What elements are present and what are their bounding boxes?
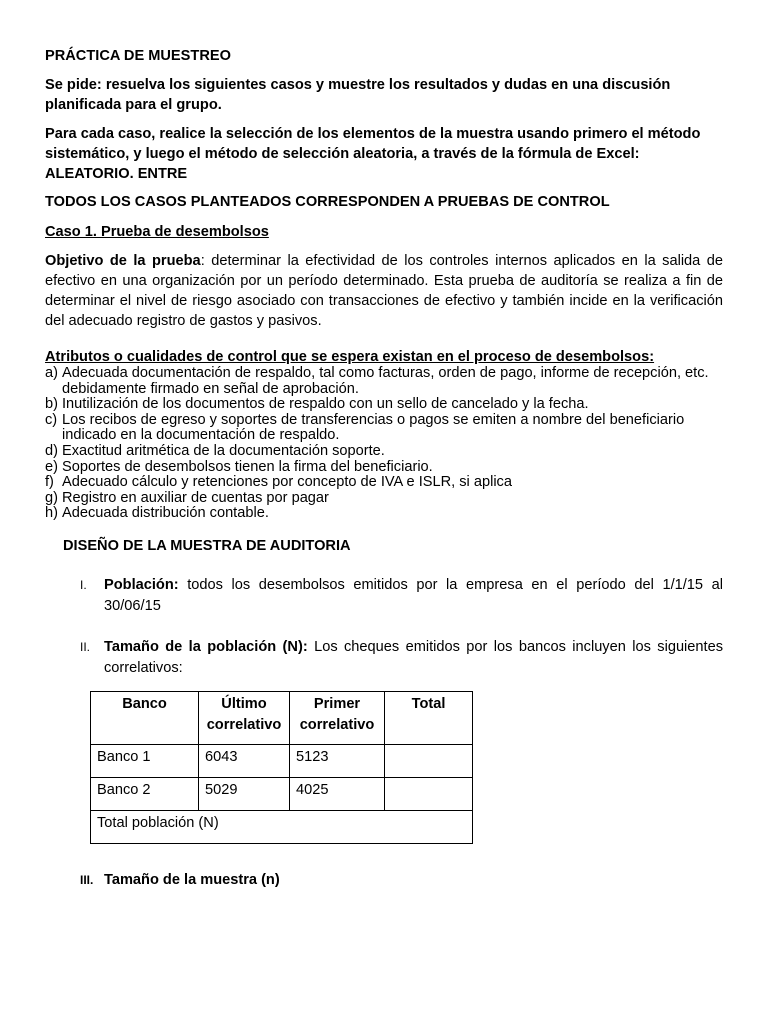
attribute-text: Adecuada documentación de respaldo, tal como facturas, orden de pago, informe de recepción, etc. debidamente firmado en señal de aprobación. xyxy=(62,365,709,397)
total-population-label: Total población (N) xyxy=(91,811,473,844)
attribute-letter: d) xyxy=(45,442,58,459)
cell-ultimo: 5029 xyxy=(199,778,290,811)
objective-label: Objetivo de la prueba xyxy=(45,253,201,269)
section-tamano-muestra xyxy=(80,870,723,891)
tamano-muestra-label: Tamaño de la muestra (n) xyxy=(104,872,280,888)
attribute-item xyxy=(45,491,723,507)
attribute-item xyxy=(45,475,723,491)
tamano-poblacion-text: Los cheques emitidos por los bancos incluyen los siguientes correlativos: xyxy=(104,639,723,676)
objective-text: : determinar la efectividad de los controles internos aplicados en la salida de efectivo en una organización por un período determinado. Esta prueba de auditoría se realiza a fin de determinar el nivel de riesgo asociado con transacciones de efectivo y también incide en la verificación del adecuado registro de gastos y pasivos. xyxy=(45,253,724,329)
attribute-item xyxy=(45,366,723,397)
design-heading: DISEÑO DE LA MUESTRA DE AUDITORIA xyxy=(63,538,351,554)
table-total-row xyxy=(91,811,473,844)
attribute-letter: e) xyxy=(45,458,58,475)
attribute-item xyxy=(45,397,723,413)
attribute-text: Inutilización de los documentos de respaldo con un sello de cancelado y la fecha. xyxy=(62,396,589,413)
attribute-letter: g) xyxy=(45,489,58,506)
cell-primer: 4025 xyxy=(290,778,385,811)
attribute-item xyxy=(45,444,723,460)
attribute-letter: h) xyxy=(45,505,58,522)
attribute-letter: c) xyxy=(45,411,58,428)
header-primer: Primer correlativo xyxy=(290,692,385,745)
section-number: II. xyxy=(80,640,91,654)
objective-paragraph xyxy=(45,251,723,331)
section-tamano-poblacion xyxy=(80,637,723,679)
cell-banco: Banco 2 xyxy=(91,778,199,811)
attribute-item xyxy=(45,413,723,444)
table-row xyxy=(91,778,473,811)
attribute-item xyxy=(45,506,723,522)
case-1-heading: Caso 1. Prueba de desembolsos xyxy=(45,224,269,240)
header-banco: Banco xyxy=(91,692,199,745)
cell-banco: Banco 1 xyxy=(91,745,199,778)
attribute-text: Soportes de desembolsos tienen la firma del beneficiario. xyxy=(62,458,433,475)
se-pide-paragraph: Se pide: resuelva los siguientes casos y muestre los resultados y dudas en una discusión planificada para el grupo. xyxy=(45,77,671,113)
section-poblacion xyxy=(80,575,723,617)
attribute-item xyxy=(45,460,723,476)
attribute-text: Exactitud aritmética de la documentación soporte. xyxy=(62,442,385,459)
attribute-text: Adecuado cálculo y retenciones por concepto de IVA e ISLR, si aplica xyxy=(62,474,512,491)
section-number: I. xyxy=(80,578,87,592)
table-row xyxy=(91,745,473,778)
attribute-text: Registro en auxiliar de cuentas por pagar xyxy=(62,489,329,506)
attribute-text: Adecuada distribución contable. xyxy=(62,505,269,522)
attribute-letter: f) xyxy=(45,474,54,491)
header-ultimo: Último correlativo xyxy=(199,692,290,745)
attribute-letter: b) xyxy=(45,396,58,413)
header-total: Total xyxy=(385,692,473,745)
section-number: III. xyxy=(80,873,94,887)
cell-total xyxy=(385,745,473,778)
cell-primer: 5123 xyxy=(290,745,385,778)
table-header-row xyxy=(91,692,473,745)
tamano-poblacion-label: Tamaño de la población (N): xyxy=(104,639,308,655)
attribute-letter: a) xyxy=(45,365,58,381)
cell-ultimo: 6043 xyxy=(199,745,290,778)
attribute-text: Los recibos de egreso y soportes de transferencias o pagos se emiten a nombre del beneficiario indicado en la documentación de respaldo. xyxy=(62,411,685,444)
poblacion-label: Población: xyxy=(104,577,179,593)
attributes-heading: Atributos o cualidades de control que se espera existan en el proceso de desembolsos: xyxy=(45,349,655,365)
cell-total xyxy=(385,778,473,811)
population-table xyxy=(90,691,473,844)
all-cases-note: TODOS LOS CASOS PLANTEADOS CORRESPONDEN A PRUEBAS DE CONTROL xyxy=(45,194,610,210)
attributes-list xyxy=(45,366,723,522)
page-title: PRÁCTICA DE MUESTREO xyxy=(45,48,231,64)
poblacion-text: todos los desembolsos emitidos por la empresa en el período del 1/1/15 al 30/06/15 xyxy=(104,577,723,614)
instruction-paragraph: Para cada caso, realice la selección de los elementos de la muestra usando primero el método sistemático, y luego el método de selección aleatoria, a través de la fórmula de Excel: ALEATORIO. ENTRE xyxy=(45,126,701,182)
